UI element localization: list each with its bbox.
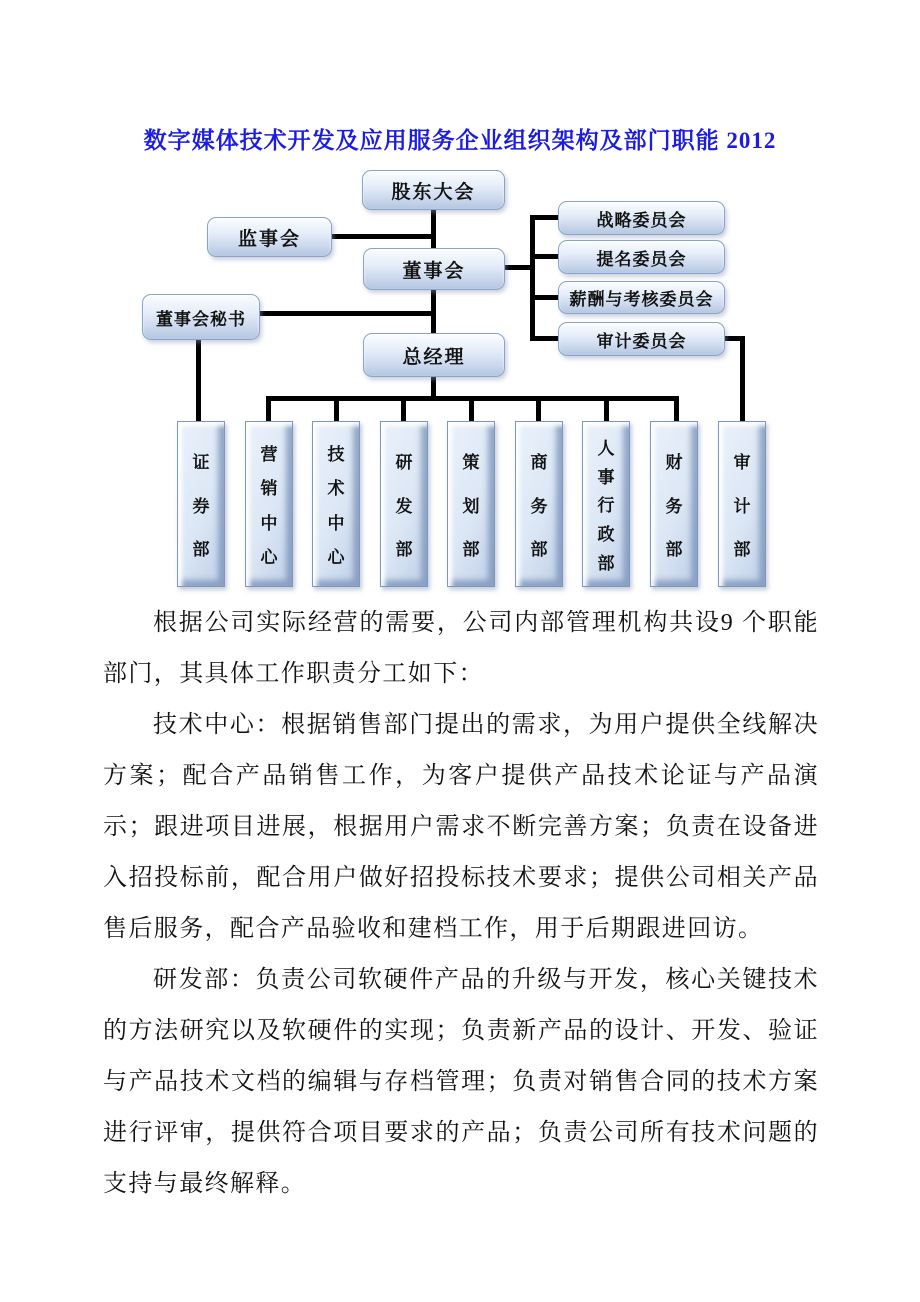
org-node-dept-hr-admin: 人 事 行 政 部 bbox=[582, 421, 630, 587]
connector-drop-3 bbox=[401, 396, 406, 423]
connector-committee-2 bbox=[530, 254, 560, 259]
connector-drop-7 bbox=[674, 396, 679, 423]
org-node-committee-strategy: 战略委员会 bbox=[558, 201, 725, 235]
connector-drop-6 bbox=[604, 396, 609, 423]
org-node-secretary: 董事会秘书 bbox=[142, 294, 260, 340]
org-node-committee-compensation: 薪酬与考核委员会 bbox=[558, 281, 725, 314]
org-node-supervisory: 监事会 bbox=[207, 217, 332, 257]
org-node-dept-securities: 证 券 部 bbox=[177, 421, 225, 587]
org-node-dept-business: 商 务 部 bbox=[515, 421, 563, 587]
connector-drop-4 bbox=[469, 396, 474, 423]
connector-committee-4 bbox=[530, 336, 560, 341]
org-node-dept-technology-center: 技 术 中 心 bbox=[312, 421, 360, 587]
org-node-dept-rnd: 研 发 部 bbox=[380, 421, 428, 587]
document-body bbox=[103, 598, 819, 1210]
connector-supervisory bbox=[328, 234, 434, 239]
connector-shareholders-board bbox=[431, 206, 436, 250]
paragraph-technology-center: 技术中心：根据销售部门提出的需求，为用户提供全线解决方案；配合产品销售工作，为客户提供产品技术论证与产品演示；跟进项目进展，根据用户需求不断完善方案；负责在设备进入招投标前，配合用户做好招投标技术要求；提供公司相关产品售后服务，配合产品验收和建档工作，用于后期跟进回访。 bbox=[103, 712, 819, 942]
org-node-gm: 总经理 bbox=[363, 333, 505, 377]
connector-audit-drop bbox=[740, 336, 745, 423]
org-node-committee-nomination: 提名委员会 bbox=[558, 240, 725, 274]
connector-committee-1 bbox=[530, 215, 560, 220]
document-title: 数字媒体技术开发及应用服务企业组织架构及部门职能 2012 bbox=[143, 128, 777, 153]
org-node-dept-audit: 审 计 部 bbox=[718, 421, 766, 587]
org-chart bbox=[0, 0, 920, 600]
connector-secretary-drop bbox=[196, 336, 201, 423]
connector-drop-2 bbox=[334, 396, 339, 423]
connector-drop-5 bbox=[536, 396, 541, 423]
connector-committee-spine bbox=[530, 215, 535, 341]
org-node-dept-planning: 策 划 部 bbox=[447, 421, 495, 587]
connector-committee-3 bbox=[530, 295, 560, 300]
connector-drop-1 bbox=[266, 396, 271, 423]
paragraph-rnd-department: 研发部：负责公司软硬件产品的升级与开发，核心关键技术的方法研究以及软硬件的实现；负责新产品的设计、开发、验证与产品技术文档的编辑与存档管理；负责对销售合同的技术方案进行评审，提供符合项目要求的产品；负责公司所有技术问题的支持与最终解释。 bbox=[103, 967, 819, 1197]
org-node-dept-finance: 财 务 部 bbox=[650, 421, 698, 587]
org-node-shareholders: 股东大会 bbox=[362, 170, 505, 210]
org-node-committee-audit: 审计委员会 bbox=[558, 322, 725, 356]
org-node-board: 董事会 bbox=[363, 248, 505, 290]
org-node-dept-marketing-center: 营 销 中 心 bbox=[245, 421, 293, 587]
connector-secretary bbox=[256, 311, 434, 316]
paragraph-intro: 根据公司实际经营的需要，公司内部管理机构共设9 个职能部门，其具体工作职责分工如下： bbox=[103, 610, 819, 687]
